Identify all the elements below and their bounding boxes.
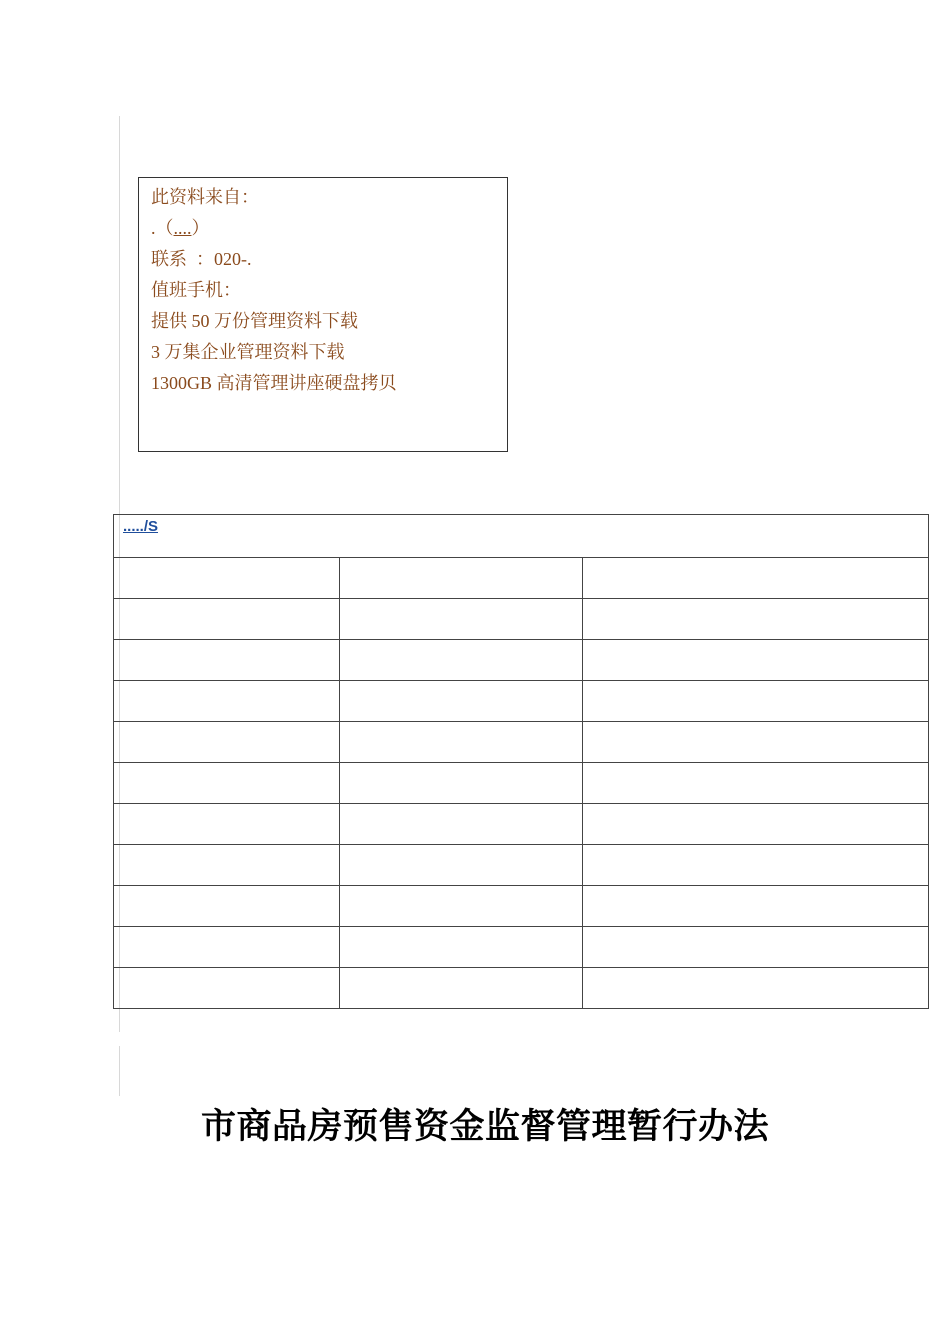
table-cell — [114, 886, 340, 927]
table-cell — [340, 558, 582, 599]
table-cell — [582, 886, 928, 927]
table-cell — [340, 927, 582, 968]
table-row — [114, 640, 929, 681]
source-info-box — [138, 177, 508, 452]
offer-line-2: 3 万集企业管理资料下载 — [151, 342, 345, 362]
duty-phone-line: 值班手机： — [151, 280, 241, 300]
source-url-suffix: ） — [191, 218, 210, 238]
table-cell — [114, 640, 340, 681]
table-cell — [114, 927, 340, 968]
page-margin-line — [119, 1046, 120, 1096]
table-cell — [114, 599, 340, 640]
table-cell — [114, 763, 340, 804]
table-cell — [340, 804, 582, 845]
table-cell — [582, 558, 928, 599]
table-cell — [114, 968, 340, 1009]
table-row — [114, 599, 929, 640]
table-cell — [340, 763, 582, 804]
offer-line-1: 提供 50 万份管理资料下载 — [151, 311, 358, 331]
source-url-line — [151, 213, 495, 244]
offer-line-3: 1300GB 高清管理讲座硬盘拷贝 — [151, 373, 397, 393]
table-cell — [582, 640, 928, 681]
table-cell — [582, 845, 928, 886]
table-header-link[interactable]: ...../S — [123, 518, 159, 535]
table-row — [114, 968, 929, 1009]
table-row — [114, 722, 929, 763]
table-cell — [340, 968, 582, 1009]
table-cell — [582, 804, 928, 845]
table-cell — [582, 722, 928, 763]
table-row — [114, 681, 929, 722]
table-cell — [582, 681, 928, 722]
source-url-prefix: .（ — [151, 218, 174, 238]
table-cell — [582, 763, 928, 804]
table-cell — [114, 804, 340, 845]
table-cell — [582, 599, 928, 640]
document-title: 市商品房预售资金监督管理暂行办法 — [200, 1107, 769, 1147]
table-cell — [114, 681, 340, 722]
table-cell — [340, 681, 582, 722]
table-cell — [340, 640, 582, 681]
table-row — [114, 558, 929, 599]
table-row — [114, 804, 929, 845]
table-cell — [340, 845, 582, 886]
table-cell — [114, 558, 340, 599]
table-header-cell — [114, 515, 929, 558]
table-row — [114, 886, 929, 927]
source-url-link[interactable]: .... — [173, 218, 192, 238]
source-label: 此资料来自： — [151, 187, 259, 207]
table-row — [114, 763, 929, 804]
contact-line: 联系 ：020-. — [151, 249, 252, 269]
table-row — [114, 927, 929, 968]
table-cell — [340, 886, 582, 927]
table-cell — [582, 927, 928, 968]
table-cell — [114, 845, 340, 886]
table-cell — [340, 722, 582, 763]
document-table — [113, 514, 929, 1009]
table-cell — [340, 599, 582, 640]
table-row — [114, 845, 929, 886]
table-cell — [114, 722, 340, 763]
table-cell — [582, 968, 928, 1009]
table-header-row — [114, 515, 929, 558]
